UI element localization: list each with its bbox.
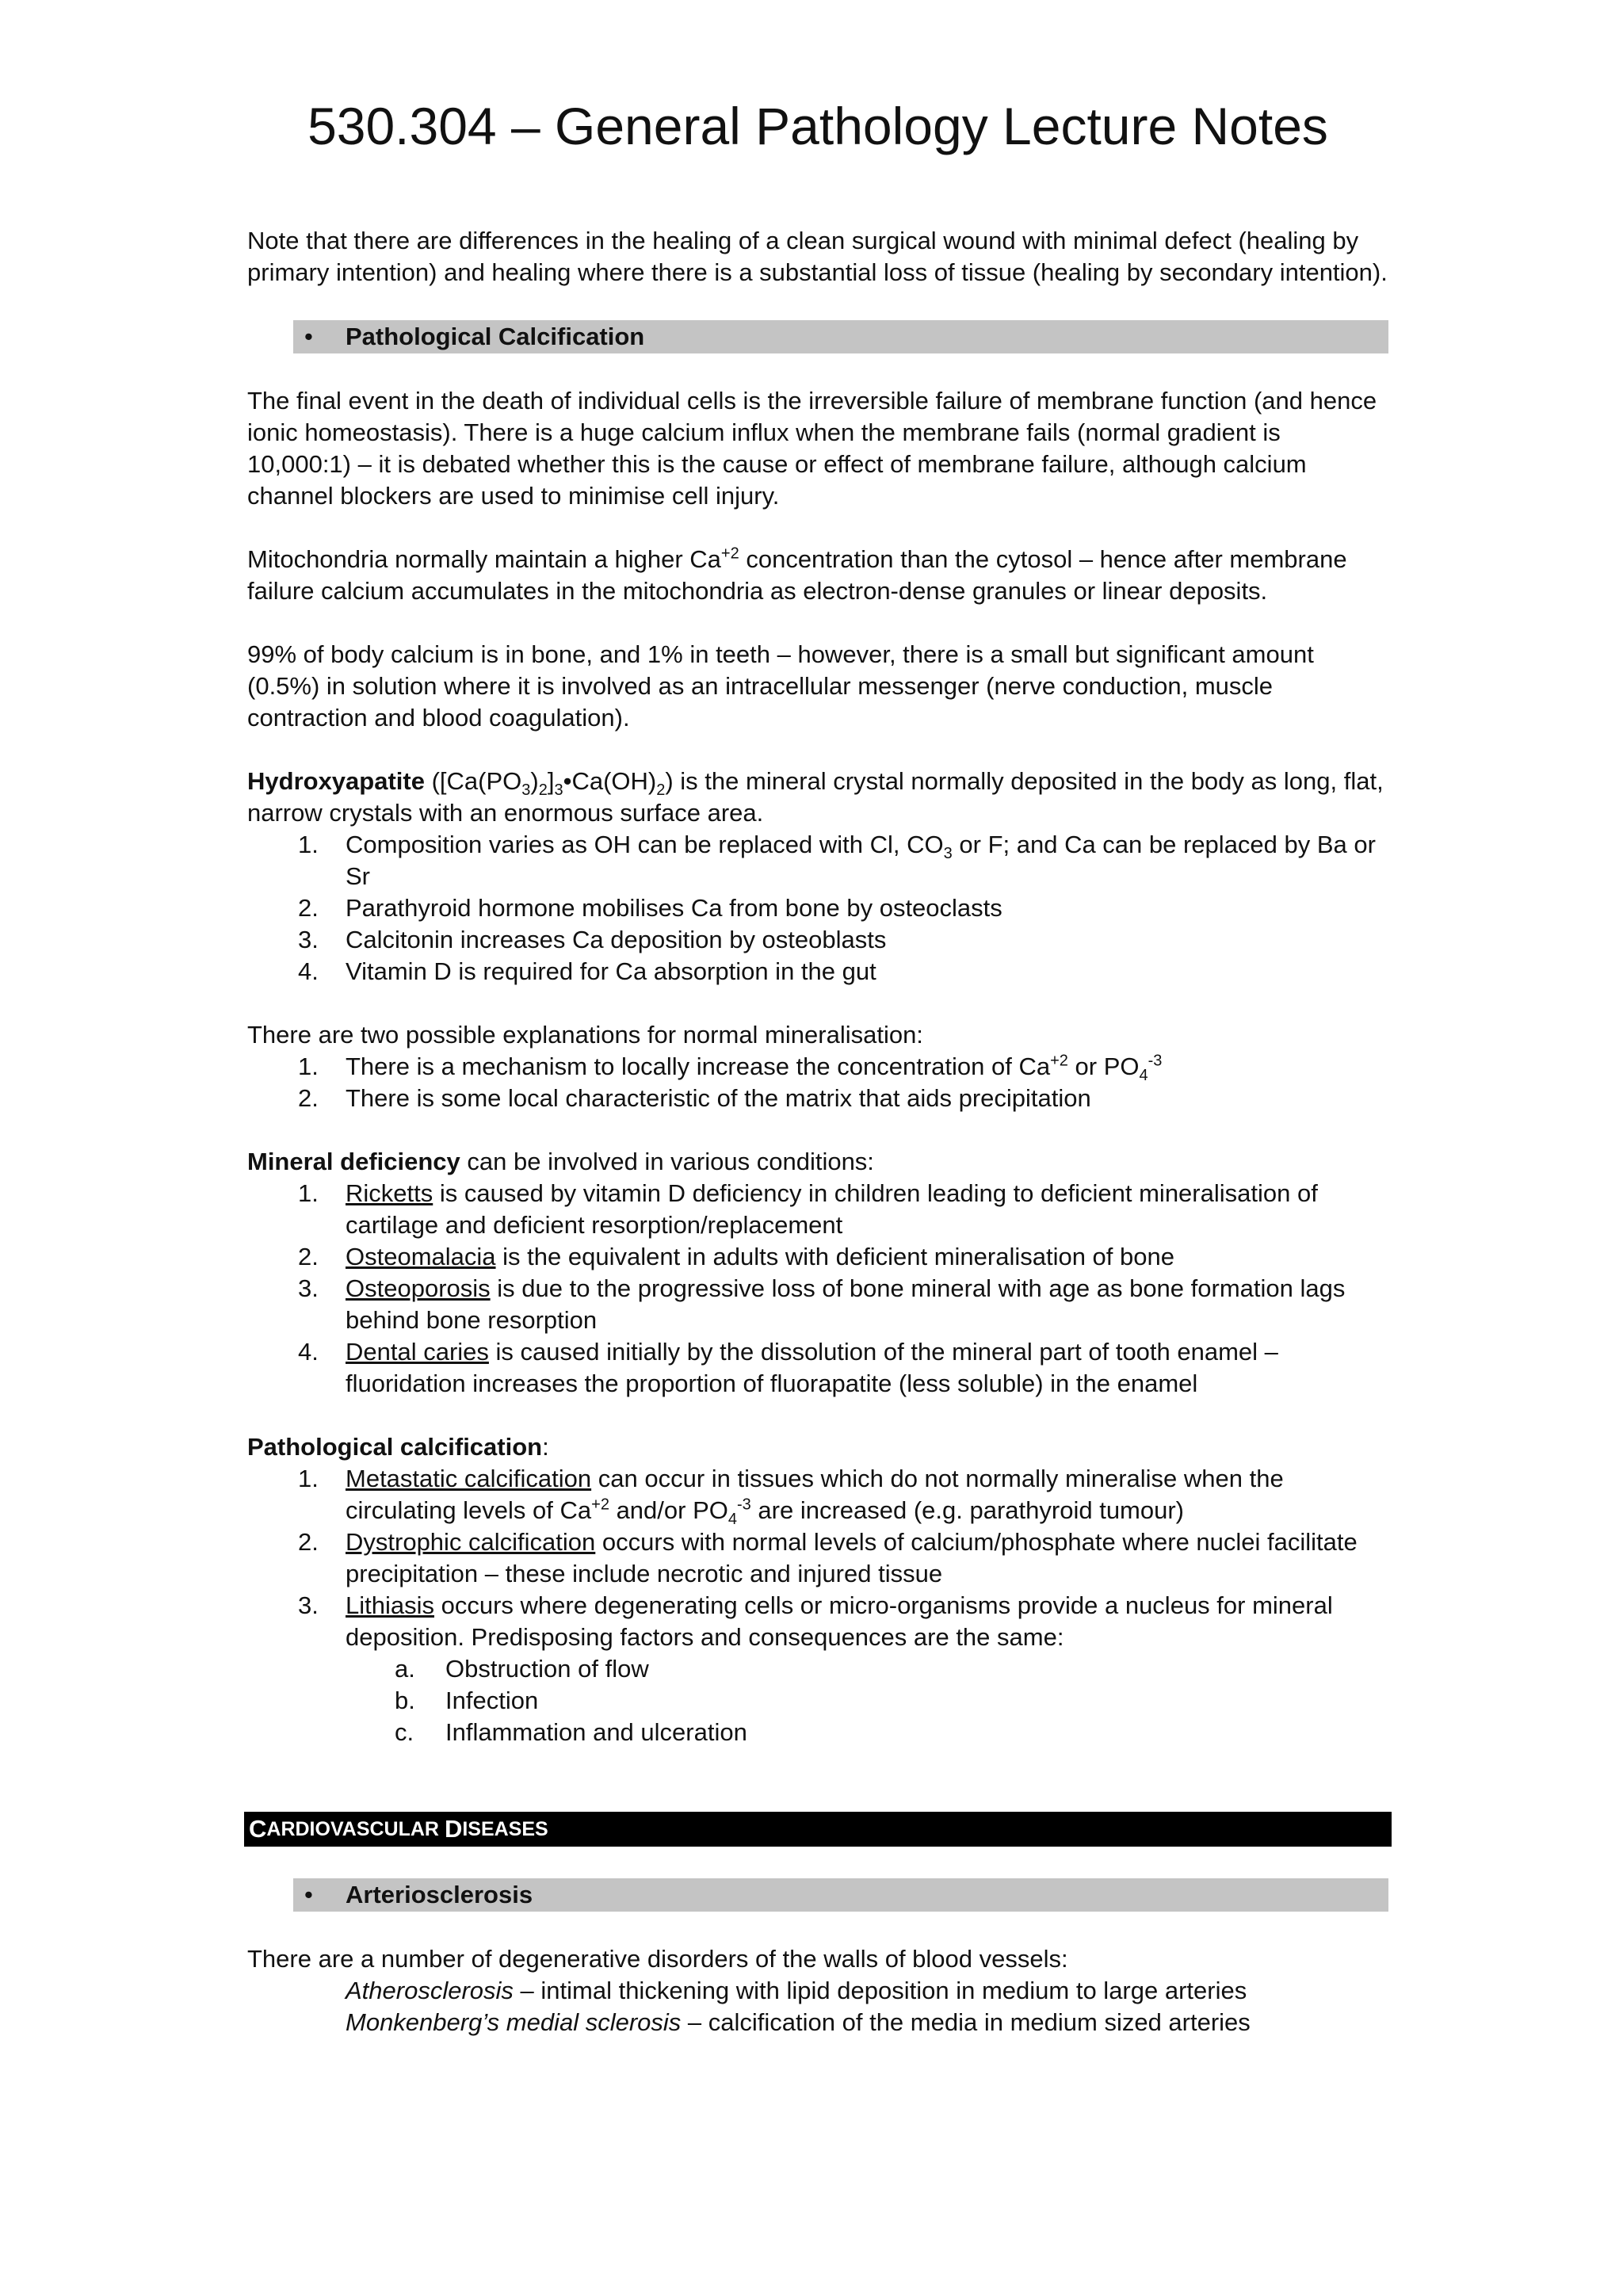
membrane-paragraph: The final event in the death of individual cells is the irreversible failure of membrane function (and hence ionic homeostasis). There is a huge calcium influx when the membrane fails (normal gradient is 10,000:1) – it is debated whether this is the cause or effect of membrane failure, although calcium channel blockers are used to minimise cell injury. [247,387,1377,510]
atherosclerosis-line: Atherosclerosis – intimal thickening with lipid deposition in medium to large arteries [346,1977,1247,2004]
list-item: 2. Osteomalacia is the equivalent in adults with deficient mineralisation of bone [298,1243,1174,1270]
intro-paragraph: Note that there are differences in the healing of a clean surgical wound with minimal defect (healing by primary intention) and healing where there is a substantial loss of tissue (healing by secondary intention). [247,227,1388,286]
list-item: 1. Metastatic calcification can occur in tissues which do not normally mineralise when the circulating levels of $Ca^{+2}$ and/or $PO_4^{-3}$ are increased (e.g. parathyroid tumour) [298,1465,1284,1529]
deficiency-lead: Mineral deficiency can be involved in various conditions: [247,1148,874,1175]
term-pathological-calcification: Pathological calcification [247,1433,543,1461]
list-item: 1. There is a mechanism to locally increase the concentration of $Ca^{+2}$ or $PO_4^{-3}$ [298,1052,1163,1085]
section-heading-cardiovascular: C ARDIOVASCULAR D ISEASES [244,1812,1392,1847]
section-heading-calcification [293,320,1388,353]
section-heading-arteriosclerosis [293,1878,1388,1912]
list-item: 3. Calcitonin increases Ca deposition by osteoblasts [298,926,887,953]
arteriosclerosis-lead: There are a number of degenerative disorders of the walls of blood vessels: [247,1945,1068,1973]
page-title: 530.304 – General Pathology Lecture Notes [307,97,1328,155]
bullet-icon: • [304,1881,313,1908]
list-item: 2. Dystrophic calcification occurs with normal levels of calcium/phosphate where nuclei facilitate precipitation – these include necrotic and injured tissue [298,1528,1358,1587]
mineralisation-list [247,1051,1388,1114]
list-item: 3. Lithiasis occurs where degenerating cells or micro-organisms provide a nucleus for mineral deposition. Predisposing factors and consequences are the same: [298,1591,1333,1651]
list-item: 4. Dental caries is caused initially by the dissolution of the mineral part of tooth enamel – fluoridation increases the proportion of fluorapatite (less soluble) in the enamel [298,1338,1278,1397]
list-item: 1. Ricketts is caused by vitamin D deficiency in children leading to deficient mineralisation of cartilage and deficient resorption/replacement [298,1179,1318,1239]
arteriosclerosis-block [247,1943,1388,2038]
mitochondria-paragraph: Mitochondria normally maintain a higher $Ca^{+2}$ concentration than the cytosol – hence after membrane failure calcium accumulates in the mitochondria as electron-dense granules or linear deposits. [247,544,1347,605]
section-heading-label: Pathological Calcification [346,323,645,350]
body-calcium-paragraph: 99% of body calcium is in bone, and 1% in teeth – however, there is a small but significant amount (0.5%) in solution where it is involved as an intracellular messenger (nerve conduction, muscle contraction and blood coagulation). [247,640,1314,732]
document-body [247,225,1388,2038]
sub-list-item: c. Inflammation and ulceration [395,1718,747,1746]
bullet-icon: • [304,323,313,350]
list-item: 4. Vitamin D is required for Ca absorption in the gut [298,957,876,985]
deficiency-block [247,1146,1388,1400]
pathological-calcification-list [247,1463,1388,1653]
term-mineral-deficiency: Mineral deficiency [247,1148,460,1175]
pathological-calcification-block [247,1431,1388,1748]
sub-list-item: b. Infection [395,1687,539,1714]
term-hydroxyapatite: Hydroxyapatite [247,767,425,795]
pathological-calcification-lead: Pathological calcification: [247,1433,549,1461]
list-item: 1. Composition varies as OH can be replaced with Cl, $CO_3$ or F; and Ca can be replaced by Ba or Sr [298,831,1376,890]
hydroxyapatite-lead: Hydroxyapatite $([Ca(PO_3)_2]_3•Ca(OH)_2)$ is the mineral crystal normally deposited in the body as long, flat, narrow crystals with an enormous surface area. [247,767,1384,827]
list-item: 2. There is some local characteristic of the matrix that aids precipitation [298,1084,1091,1112]
lithiasis-sublist [247,1653,1388,1748]
sub-list-item: a. Obstruction of flow [395,1655,649,1683]
section-heading-label: Arteriosclerosis [346,1881,533,1908]
list-item: 2. Parathyroid hormone mobilises Ca from bone by osteoclasts [298,894,1002,922]
mineralisation-lead: There are two possible explanations for normal mineralisation: [247,1021,923,1049]
monkenberg-line: Monkenberg’s medial sclerosis – calcification of the media in medium sized arteries [346,2008,1251,2036]
mineralisation-block [247,1019,1388,1114]
list-item: 3. Osteoporosis is due to the progressive loss of bone mineral with age as bone formation lags behind bone resorption [298,1274,1346,1334]
hydroxyapatite-list [247,829,1388,988]
hydroxyapatite-block [247,766,1388,988]
deficiency-list [247,1178,1388,1400]
